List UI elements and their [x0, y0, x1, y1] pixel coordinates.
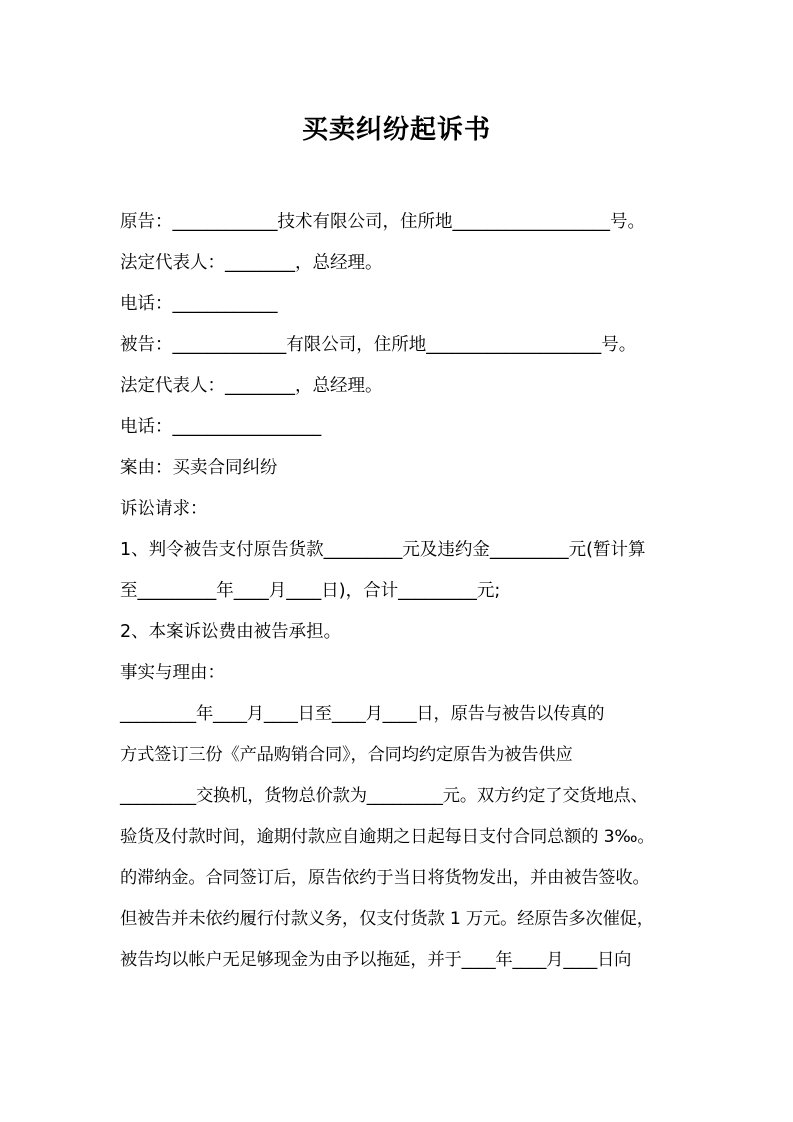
defendant-line: 被告：_____________有限公司，住所地____________________号。	[120, 335, 637, 355]
facts-line-1: _________年____月____日至____月____日，原告与被告以传真的	[120, 704, 605, 724]
document-body	[120, 202, 680, 981]
claim-2-line: 2、本案诉讼费由被告承担。	[120, 622, 342, 642]
facts-line-6: 但被告并未依约履行付款义务，仅支付货款 1 万元。经原告多次催促，	[120, 909, 654, 929]
claim-1-line-2: 至_________年____月____日)，合计_________元;	[120, 581, 501, 601]
claim-1-line-1: 1、判令被告支付原告货款_________元及违约金_________元(暂计算	[120, 540, 646, 560]
plaintiff-line: 原告：____________技术有限公司，住所地__________________号。	[120, 212, 645, 232]
facts-line-2: 方式签订三份《产品购销合同》，合同均约定原告为被告供应	[120, 745, 573, 765]
facts-heading: 事实与理由：	[120, 663, 225, 683]
plaintiff-representative-line: 法定代表人：________，总经理。	[120, 253, 383, 273]
facts-line-4: 验货及付款时间，逾期付款应自逾期之日起每日支付合同总额的 3‰。	[120, 827, 655, 847]
claims-heading: 诉讼请求：	[120, 499, 208, 519]
defendant-representative-line: 法定代表人：________，总经理。	[120, 376, 383, 396]
document-title: 买卖纠纷起诉书	[301, 115, 491, 145]
facts-line-7: 被告均以帐户无足够现金为由予以拖延，并于____年____月____日向	[120, 950, 632, 970]
defendant-phone-line: 电话：_________________	[120, 417, 322, 437]
cause-of-action-line: 案由：买卖合同纠纷	[120, 458, 278, 478]
facts-line-5: 的滞纳金。合同签订后，原告依约于当日将货物发出，并由被告签收。	[120, 868, 650, 888]
plaintiff-phone-line: 电话：____________	[120, 294, 278, 314]
facts-line-3: _________交换机，货物总价款为_________元。双方约定了交货地点、	[120, 786, 648, 806]
